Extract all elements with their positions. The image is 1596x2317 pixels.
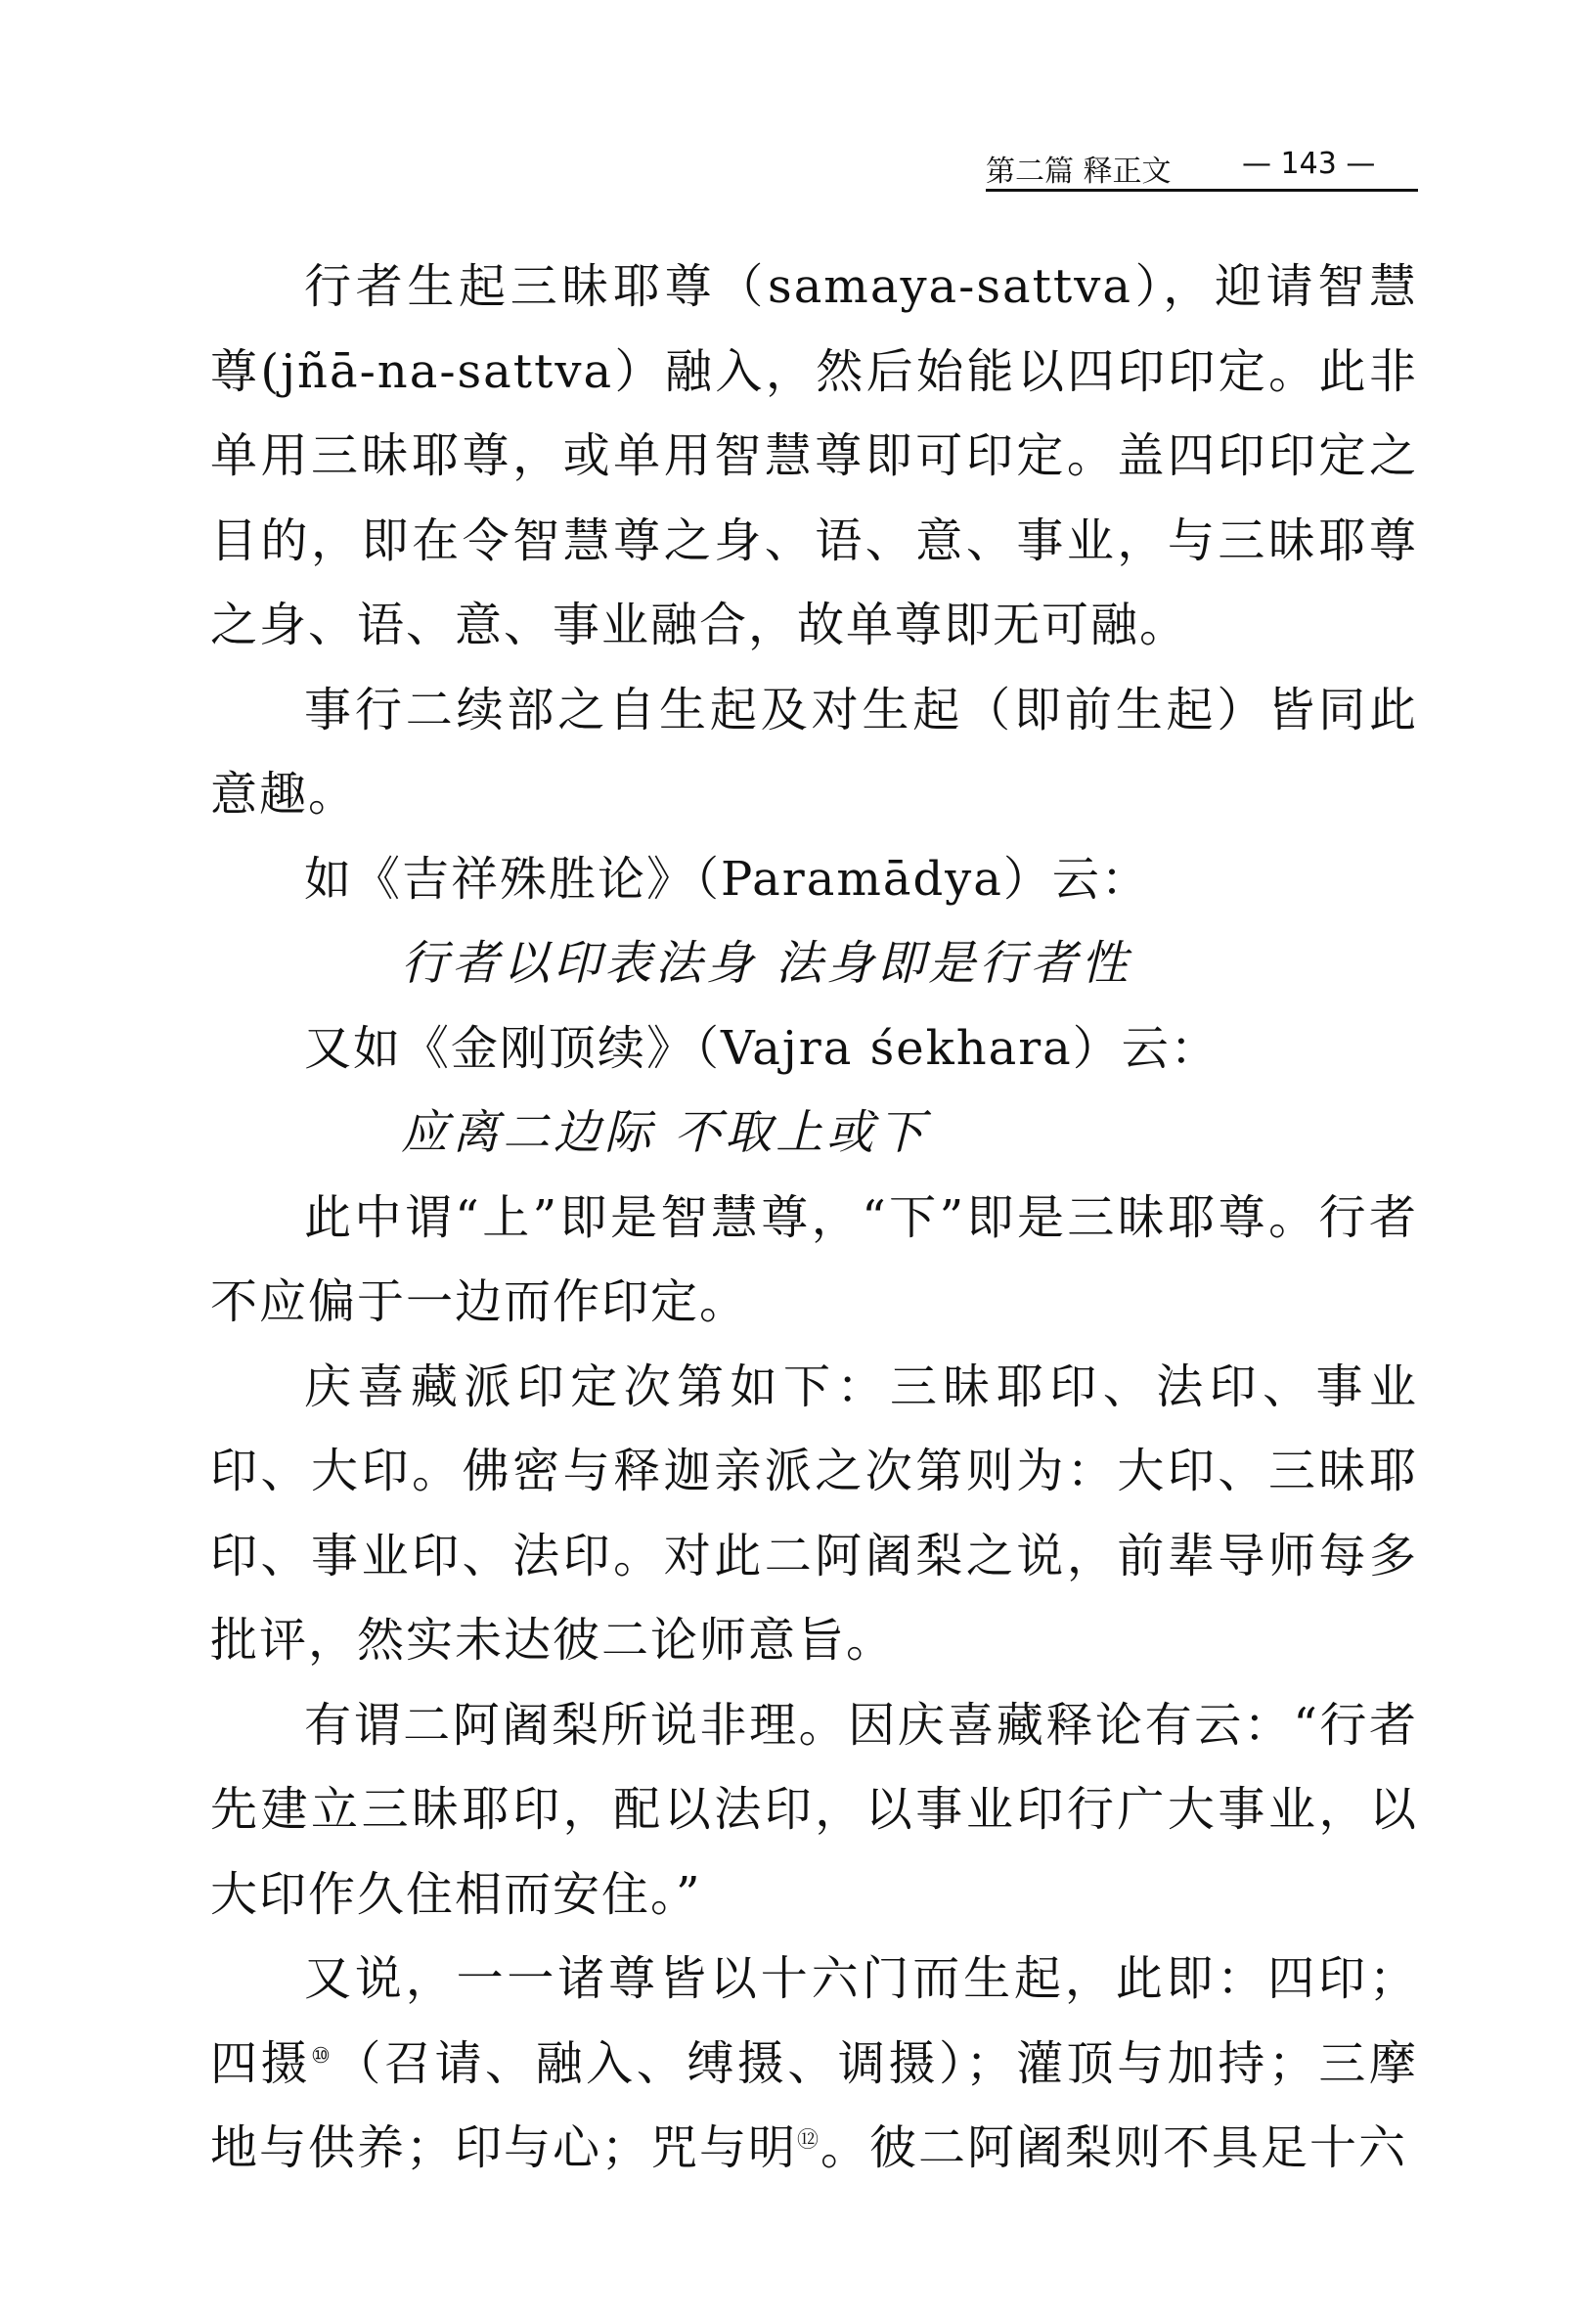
running-header — [986, 147, 1418, 189]
verse-quote-1: 行者以印表法身 法身即是行者性 — [401, 936, 1132, 991]
verse-quote-2: 应离二边际 不取上或下 — [401, 1105, 929, 1160]
paragraph-4: 又如《金刚顶续》（Vajra śekhara）云： — [304, 1020, 1219, 1076]
footnote-marker-10[interactable]: ⑩ — [311, 2043, 334, 2069]
paragraph-7: 有谓二阿阇梨所说非理。因庆喜藏释论有云：“行者先建立三昧耶印，配以法印，以事业印行广大事业，以大印作久住相而安住。” — [210, 1697, 1418, 1922]
header-page-number: — 143 — — [1242, 147, 1376, 181]
paragraph-5: 此中谓“上”即是智慧尊，“下”即是三昧耶尊。行者不应偏于一边而作印定。 — [210, 1189, 1418, 1329]
paragraph-8 — [210, 1937, 1418, 2191]
header-section-title: 第二篇 释正文 — [986, 155, 1172, 189]
paragraph-8-part-1: 又说，一一诸尊皆以十六门而生起，此即：四印；四摄 — [210, 1951, 1418, 2091]
body-text — [210, 245, 1418, 2191]
paragraph-6: 庆喜藏派印定次第如下：三昧耶印、法印、事业印、大印。佛密与释迦亲派之次第则为：大印、三昧耶印、事业印、法印。对此二阿阇梨之说，前辈导师每多批评，然实未达彼二论师意旨。 — [210, 1359, 1418, 1668]
paragraph-8-part-2: （召请、融入、缚摄、调摄）；灌顶与加持；三摩地与供养；印与心；咒与明 — [210, 2035, 1418, 2175]
paragraph-2: 事行二续部之自生起及对生起（即前生起）皆同此意趣。 — [210, 682, 1418, 822]
footnote-marker-12[interactable]: ⑫ — [797, 2128, 821, 2153]
paragraph-8-part-3: 。彼二阿阇梨则不具足十六 — [820, 2120, 1408, 2175]
paragraph-3: 如《吉祥殊胜论》（Paramādya）云： — [304, 851, 1150, 907]
header-rule — [986, 189, 1418, 192]
paragraph-1: 行者生起三昧耶尊（samaya-sattva），迎请智慧尊(jñā-na-sattva）融入，然后始能以四印印定。此非单用三昧耶尊，或单用智慧尊即可印定。盖四印印定之目的，即在令智慧尊之身、语、意、事业，与三昧耶尊之身、语、意、事业融合，故单尊即无可融。 — [210, 259, 1418, 652]
